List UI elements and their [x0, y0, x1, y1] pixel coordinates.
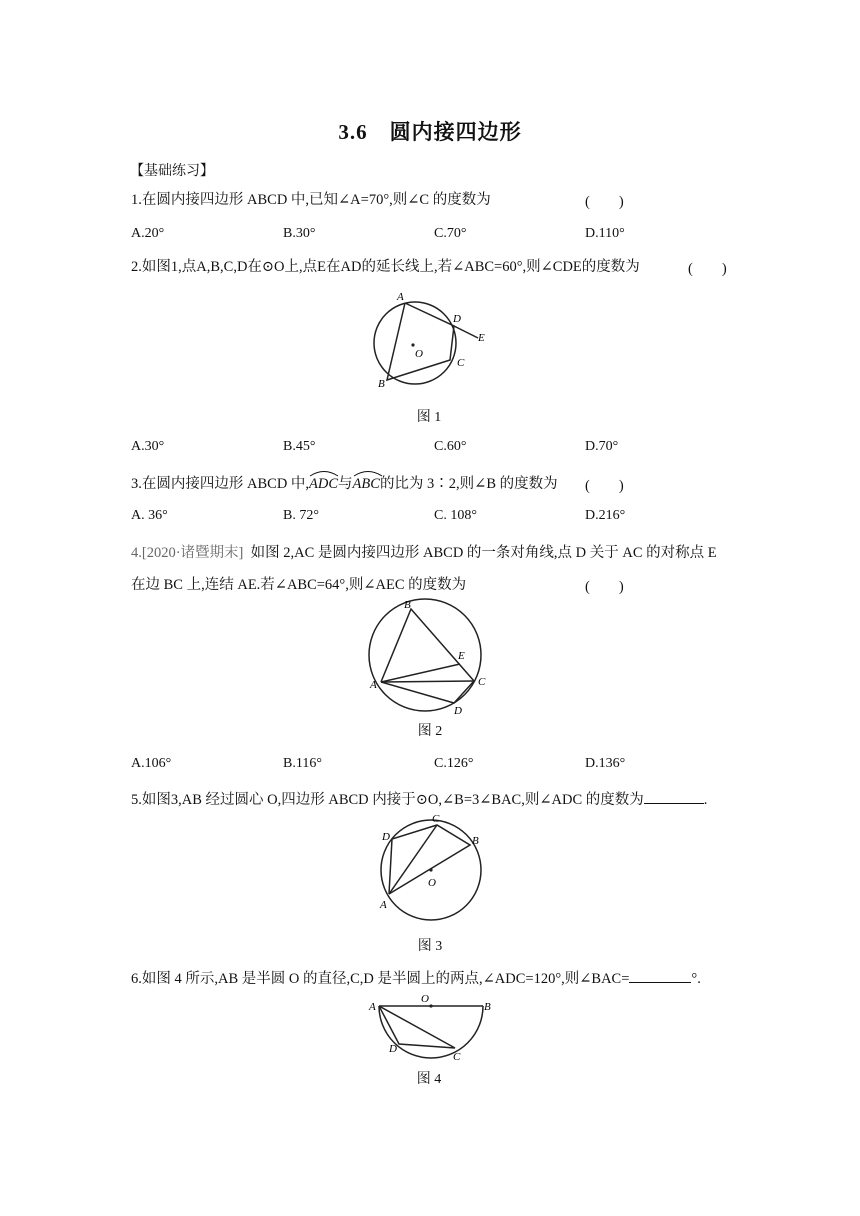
figure-3-center-dot [429, 868, 432, 871]
page-title: 3.6 圆内接四边形 [338, 120, 522, 144]
question-5-end: . [703, 792, 708, 808]
question-6-line [131, 968, 701, 989]
figure-2 [364, 596, 504, 718]
section-heading: 【基础练习】 [130, 164, 214, 179]
figure-1-label-o: O [415, 348, 423, 360]
question-3-mid: 与 [338, 476, 353, 492]
figure-4-triangle-acd [379, 1006, 455, 1048]
figure-4-caption: 图 4 [416, 1072, 442, 1087]
figure-3-label-a: A [380, 899, 387, 911]
question-4-line-2: 在边 BC 上,连结 AE.若∠ABC=64°,则∠AEC 的度数为 [131, 577, 467, 593]
figure-2-caption: 图 2 [417, 724, 443, 739]
question-3-text [131, 474, 558, 494]
question-4-option-b: B.116° [283, 756, 322, 771]
question-3-arc-adc [309, 474, 338, 494]
figure-1-label-b: B [378, 378, 385, 390]
figure-4-label-d: D [389, 1043, 397, 1055]
question-4-option-d: D.136° [585, 756, 626, 771]
question-2-option-a: A.30° [131, 439, 165, 454]
question-1-option-b: B.30° [283, 226, 316, 241]
figure-2-label-b: B [404, 599, 411, 611]
arc-mark-icon [353, 469, 383, 477]
arc-mark-icon [309, 469, 339, 477]
question-2-option-c: C.60° [434, 439, 467, 454]
question-2-answer-paren: ( ) [688, 261, 727, 277]
question-3-option-b: B. 72° [283, 508, 319, 523]
question-1-option-a: A.20° [131, 226, 165, 241]
figure-4-label-b: B [484, 1001, 491, 1013]
figure-1-center-dot [411, 343, 414, 346]
question-2-text: 2.如图1,点A,B,C,D在⊙O上,点E在AD的延长线上,若∠ABC=60°,则∠CDE的度数为 [131, 259, 640, 275]
question-3-prefix: 3.在圆内接四边形 ABCD 中, [131, 476, 310, 492]
question-1-option-d: D.110° [585, 226, 625, 241]
question-3-option-a: A. 36° [131, 508, 168, 523]
figure-3 [370, 812, 490, 932]
figure-2-label-e: E [458, 650, 465, 662]
question-3-arc-adc-label: ADC [309, 476, 339, 492]
figure-1-extension-de [454, 326, 478, 338]
question-2-option-b: B.45° [283, 439, 316, 454]
figure-4-center-dot [429, 1004, 432, 1007]
question-5-text: 5.如图3,AB 经过圆心 O,四边形 ABCD 内接于⊙O,∠B=3∠BAC,则∠ADC 的度数为 [131, 792, 644, 808]
figure-1 [360, 286, 500, 398]
figure-1-label-c: C [457, 357, 465, 369]
figure-3-label-c: C [432, 813, 440, 825]
figure-2-label-c: C [478, 676, 486, 688]
question-4-source: 4.[2020·诸暨期末] [131, 545, 244, 561]
question-4-option-a: A.106° [131, 756, 172, 771]
question-4-line-1 [131, 543, 717, 563]
question-6-answer-blank[interactable] [629, 968, 691, 983]
question-4-text: 如图 2,AC 是圆内接四边形 ABCD 的一条对角线,点 D 关于 AC 的对称点 E [250, 545, 717, 561]
question-1-text: 1.在圆内接四边形 ABCD 中,已知∠A=70°,则∠C 的度数为 [131, 192, 491, 208]
question-3-option-d: D.216° [585, 508, 626, 523]
question-3-suffix: 的比为 3∶2,则∠B 的度数为 [379, 476, 558, 492]
question-3-answer-paren: ( ) [585, 478, 624, 494]
question-1-answer-paren: ( ) [585, 194, 624, 210]
figure-3-label-d: D [382, 831, 390, 843]
question-2-option-d: D.70° [585, 439, 619, 454]
question-3-arc-abc [353, 474, 380, 494]
figure-1-caption: 图 1 [416, 410, 442, 425]
figure-4-label-a: A [369, 1001, 376, 1013]
question-3-option-c: C. 108° [434, 508, 477, 523]
question-6-end: °. [691, 971, 701, 987]
question-6-text: 6.如图 4 所示,AB 是半圆 O 的直径,C,D 是半圆上的两点,∠ADC=120°,则∠BAC= [131, 971, 630, 987]
figure-1-label-d: D [453, 313, 461, 325]
figure-2-label-d: D [454, 705, 462, 717]
figure-3-label-o: O [428, 877, 436, 889]
question-5-line [131, 789, 707, 810]
figure-1-label-a: A [397, 291, 404, 303]
question-4-answer-paren: ( ) [585, 579, 624, 595]
figure-1-label-e: E [478, 332, 485, 344]
figure-2-segment-ae [381, 664, 460, 682]
figure-2-diagonal-ac [381, 681, 474, 682]
figure-3-label-b: B [472, 835, 479, 847]
question-1-option-c: C.70° [434, 226, 467, 241]
figure-4 [362, 990, 502, 1062]
figure-3-caption: 图 3 [417, 939, 443, 954]
figure-2-label-a: A [370, 679, 377, 691]
question-3-arc-abc-label: ABC [352, 476, 380, 492]
figure-4-label-o: O [421, 993, 429, 1005]
question-5-answer-blank[interactable] [644, 789, 704, 804]
figure-4-label-c: C [453, 1051, 461, 1062]
question-4-option-c: C.126° [434, 756, 474, 771]
